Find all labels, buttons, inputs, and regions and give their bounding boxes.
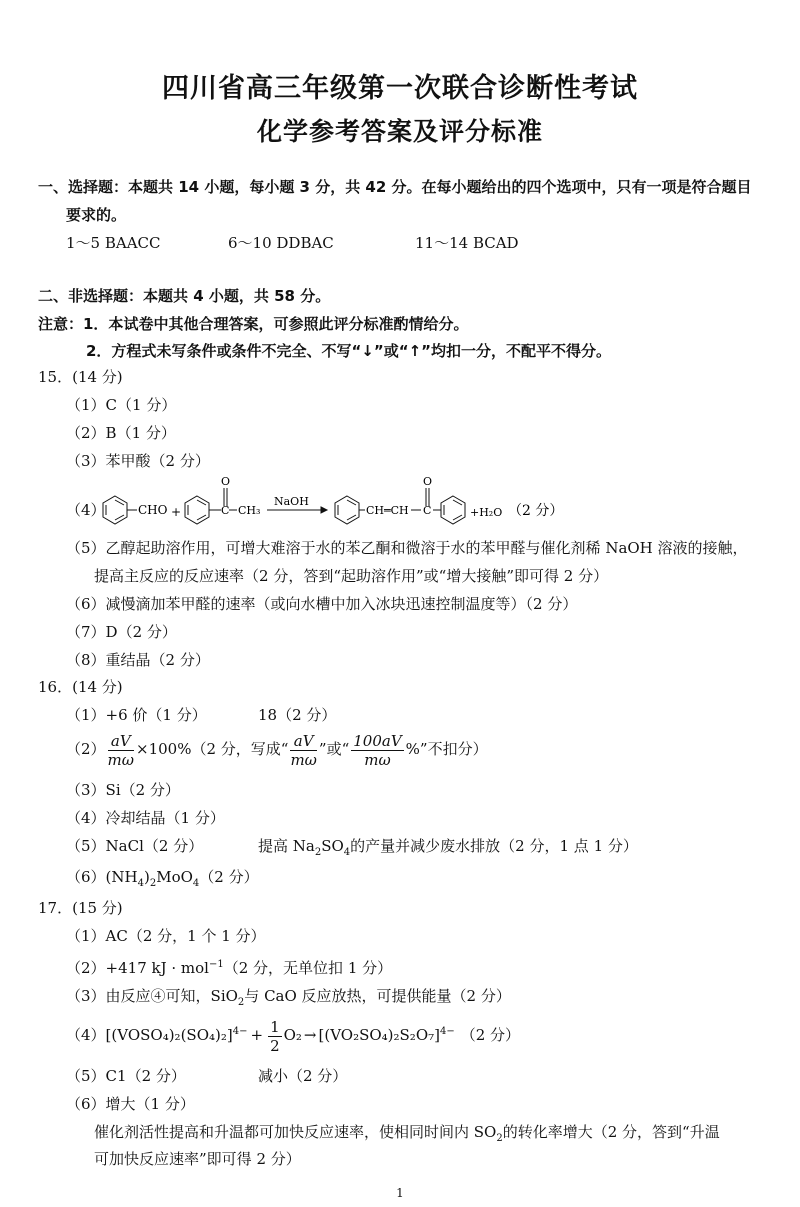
page-number: 1: [396, 1186, 404, 1200]
q16-a6: $(6)(NH_4)_2MoO_4(2$ 分）: [66, 868, 259, 889]
reagent-naoh: NaOH: [274, 495, 309, 508]
q15-a8: （8）重结晶（2 分）: [66, 651, 210, 669]
q15-a6: （6）减慢滴加苯甲醛的速率（或向水槽中加入冰块迅速控制温度等）（2 分）: [66, 595, 578, 613]
q17-a2: （2）+417 kJ · mol$^{-1}$（2 分，无单位扣 1 分）: [66, 959, 393, 977]
q16-a4: （4）冷却结晶（1 分）: [66, 809, 225, 827]
cho-group: CHO: [138, 503, 168, 517]
aldol-reaction-scheme: [95, 474, 595, 538]
q17-a6-explanation: 催化剂活性提高和升温都可加快反应速率，使相同时间内 $SO_2$的转化率增大（2 分，答到“升温: [94, 1123, 720, 1144]
q16-a2-or: ”或“: [318, 740, 350, 758]
vanadium-complex-reactant: [(VOSO₄)₂(SO₄)₂]: [105, 1026, 233, 1044]
q16-a2-mid: ×100%（2 分，写成“: [136, 740, 289, 758]
choice-answers-1: 1～5 BAACC: [66, 234, 161, 252]
fraction-av-mw-2: $\frac{aV}{m\omega}$: [290, 731, 317, 769]
q17-a6: （6）增大（1 分）: [66, 1095, 195, 1113]
q16-a3: （3）Si（2 分）: [66, 781, 180, 799]
q15-a7: （7）D（2 分）: [66, 623, 177, 641]
choice-answers-2: 6～10 DDBAC: [228, 234, 334, 252]
q15-a4-label: （4）: [66, 501, 106, 519]
section1-heading: 一、选择题：本题共 14 小题，每小题 3 分，共 42 分。在每小题给出的四个选项中，只有一项是符合题目: [38, 178, 752, 196]
page-subtitle: 化学参考答案及评分标准: [256, 117, 543, 146]
plus-sign-1: +: [171, 505, 182, 519]
reaction-arrow: →: [303, 1026, 317, 1044]
fraction-av-mw-1: $\frac{aV}{m\omega}$: [107, 731, 135, 769]
q17-a3: （3）由反应④可知，SiO$_2$与 CaO 反应放热，可提供能量（2 分）: [66, 987, 511, 1008]
q17-a4: （4）[(VOSO₄)₂(SO₄)₂]$^{4-}$ + $\frac{1}{2}$ $O_2 \to [(VO_2SO_4)_2S_2O_7]^{4-}$ （2 分）: [66, 1017, 521, 1055]
section2-heading: 二、非选择题：本题共 4 小题，共 58 分。: [38, 287, 331, 305]
q16-a2-label: （2）: [66, 740, 106, 758]
q15-title: 15．(14 分): [38, 368, 123, 386]
water-product: +H₂O: [470, 506, 503, 519]
fraction-100av-mw: $\frac{100aV}{m\omega}$: [353, 731, 402, 769]
q16-a2: [66, 730, 488, 769]
carbonyl-o-2: O: [423, 475, 433, 488]
q16-a5-left: （5）NaCl（2 分）: [66, 837, 204, 855]
note-1: 注意：1．本试卷中其他合理答案，可参照此评分标准酌情给分。: [38, 315, 469, 333]
vanadium-complex-product: [(VO₂SO₄)₂S₂O₇]: [318, 1026, 440, 1044]
q17-title: 17．(15 分): [38, 899, 123, 917]
q17-a5-right: 减小（2 分）: [258, 1067, 348, 1085]
choice-answers-3: 11～14 BCAD: [415, 234, 519, 252]
ch3-group: CH₃: [238, 504, 261, 517]
q15-a5: （5）乙醇起助溶作用，可增大难溶于水的苯乙酮和微溶于水的苯甲醛与催化剂稀 NaOH 溶液的接触，: [66, 539, 748, 557]
q15-a1: （1）C（1 分）: [66, 396, 177, 414]
q15-a5-cont: 提高主反应的反应速率（2 分，答到“起助溶作用”或“增大接触”即可得 2 分）: [94, 567, 609, 585]
q15-a3: （3）苯甲酸（2 分）: [66, 452, 210, 470]
q16-a1-right: 18（2 分）: [258, 706, 337, 724]
q17-a5-left: （5）C1（2 分）: [66, 1067, 186, 1085]
carbonyl-2-icon: [411, 488, 465, 524]
carbon-c-2: C: [423, 504, 432, 517]
q16-a5-right: 提高 $Na_2SO_4$的产量并减少废水排放（2 分，1 点 1 分）: [258, 837, 638, 858]
benzene-ring-1-icon: [103, 496, 137, 524]
q16-a1-left: （1）+6 价（1 分）: [66, 706, 207, 724]
q15-a2: （2）B（1 分）: [66, 424, 176, 442]
q16-a2-tail: %”不扣分）: [405, 740, 488, 758]
q16-title: 16．(14 分): [38, 678, 123, 696]
note-2: 2．方程式未写条件或条件不完全、不写“↓”或“↑”均扣一分，不配平不得分。: [86, 342, 612, 360]
q15-a4-score: （2 分）: [508, 503, 564, 519]
page-title: 四川省高三年级第一次联合诊断性考试: [162, 73, 638, 104]
benzene-ring-3-icon: [335, 496, 365, 524]
q17-a1: （1）AC（2 分，1 个 1 分）: [66, 927, 266, 945]
q17-a6-cont: 可加快反应速率”即可得 2 分）: [94, 1150, 301, 1168]
ch-ch-bridge: CH═CH: [366, 504, 409, 517]
carbon-c-1: C: [221, 504, 230, 517]
section1-heading-cont: 要求的。: [66, 206, 127, 224]
fraction-one-half: $\frac{1}{2}$: [270, 1017, 280, 1055]
carbonyl-o-1: O: [221, 475, 231, 488]
